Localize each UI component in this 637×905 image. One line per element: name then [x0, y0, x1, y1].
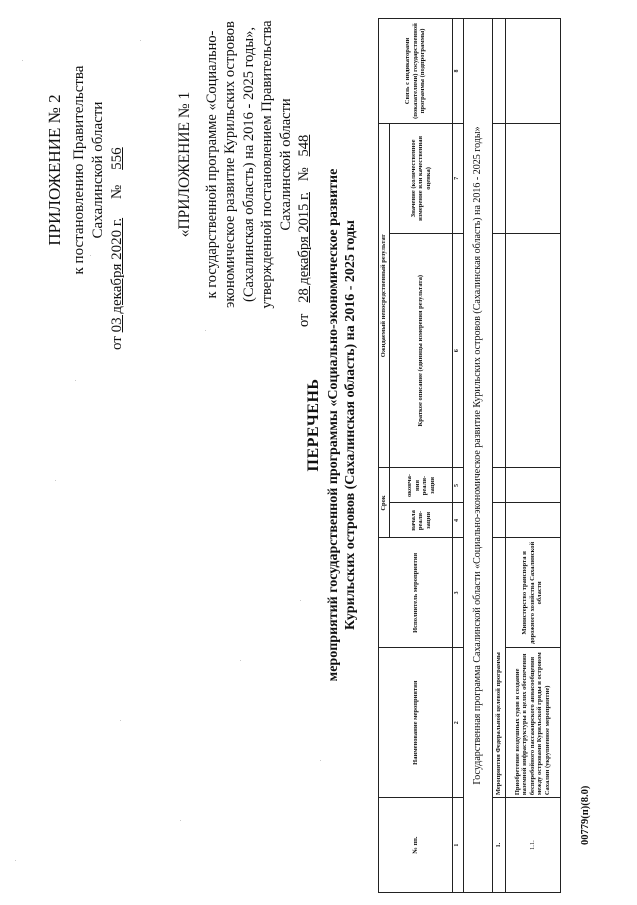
appendix-2-from-label: от	[109, 336, 125, 350]
header-link: Связь с индикаторами (показателями) государственной программы (подпрограммы)	[379, 19, 453, 124]
appendix-1-block	[176, 2, 314, 327]
document-title-block	[305, 115, 359, 735]
column-number: 8	[453, 19, 464, 124]
empty-cell	[492, 503, 505, 538]
header-result-desc: Краткое описание (единицы измерения результата)	[390, 233, 453, 468]
appendix-1-line2: экономическое развитие Курильских островов	[222, 21, 238, 308]
empty-cell	[492, 123, 505, 233]
section-num: 1.	[492, 798, 505, 893]
appendix-1-line5: Сахалинской области	[277, 98, 294, 231]
row-num: 1.1.	[505, 798, 560, 893]
appendix-1-line3: (Сахалинская область) на 2016 - 2025 годы»,	[240, 26, 257, 303]
section-title: Мероприятия Федеральной целевой программы	[492, 538, 505, 798]
column-number-row	[453, 19, 464, 893]
row-end	[505, 468, 560, 503]
appendix-2-date: 03 декабря 2020 г.	[109, 217, 125, 333]
row-start	[505, 503, 560, 538]
appendix-1-number-label: №	[296, 167, 312, 182]
document-subtitle-2: Курильских островов (Сахалинская область) на 2016 - 2025 годы	[343, 220, 358, 630]
appendix-2-line2: Сахалинской области	[90, 101, 106, 239]
column-number: 4	[453, 503, 464, 538]
header-result-value: Значение (количественное измерение или качественная оценка)	[390, 123, 453, 233]
section-row	[492, 19, 505, 893]
table-row	[505, 19, 560, 893]
appendix-1-line1: к государственной программе «Социально-	[203, 30, 220, 299]
appendix-2-number: 556	[109, 147, 125, 170]
empty-cell	[492, 468, 505, 503]
appendix-2-number-label: №	[109, 184, 125, 200]
row-name: Приобретение воздушных судов и создание наземной инфраструктуры в целях обеспечения бесперебойного пассажирского авиасообщения между островами Курильской гряды и островом Сахалин (укрупненное мероприятие)	[505, 648, 560, 798]
appendix-1-number: 548	[296, 134, 312, 157]
appendix-1-title: «ПРИЛОЖЕНИЕ № 1	[176, 91, 193, 238]
document-subtitle-1: мероприятий государственной программы «Социально-экономическое развитие	[326, 168, 341, 682]
registration-number: 00779(п)(8.0)	[580, 785, 591, 845]
measures-table	[378, 18, 561, 893]
header-name: Наименование мероприятия	[379, 648, 453, 798]
header-num: № пп.	[379, 798, 453, 893]
header-term-start: начала реали-зации	[390, 503, 453, 538]
column-number: 6	[453, 233, 464, 468]
column-number: 7	[453, 123, 464, 233]
column-number: 3	[453, 538, 464, 648]
document-heading: ПЕРЕЧЕНЬ	[305, 378, 322, 472]
appendix-2-block	[45, 0, 127, 350]
table-header-row-1	[379, 19, 390, 893]
appendix-2-date-line	[108, 0, 127, 350]
row-value	[505, 123, 560, 233]
header-result: Ожидаемый непосредственный результат	[379, 123, 390, 468]
program-title: Государственная программа Сахалинской области «Социально-экономическое развитие Курильских островов (Сахалинская область) на 2016 - 2025 годы»	[463, 19, 492, 893]
column-number: 5	[453, 468, 464, 503]
header-term: Срок	[379, 468, 390, 538]
column-number: 2	[453, 648, 464, 798]
row-link	[505, 19, 560, 124]
empty-cell	[492, 19, 505, 124]
header-executor: Исполнитель мероприятия	[379, 538, 453, 648]
row-desc	[505, 233, 560, 468]
program-row	[463, 19, 492, 893]
appendix-1-line4: утвержденной постановлением Правительства	[259, 20, 275, 309]
appendix-1-from-label: от	[296, 313, 312, 327]
header-term-end: оконча-ния реали-зации	[390, 468, 453, 503]
column-number: 1	[453, 798, 464, 893]
appendix-1-date: 28 декабря 2015 г.	[296, 192, 312, 303]
appendix-2-title: ПРИЛОЖЕНИЕ № 2	[45, 94, 64, 246]
row-executor: Министерство транспорта и дорожного хозяйства Сахалинской области	[505, 538, 560, 648]
empty-cell	[492, 233, 505, 468]
appendix-2-line1: к постановлению Правительства	[71, 65, 87, 275]
